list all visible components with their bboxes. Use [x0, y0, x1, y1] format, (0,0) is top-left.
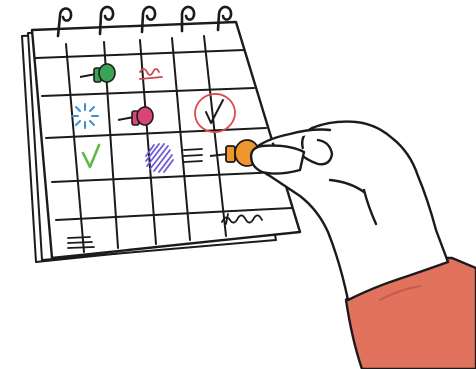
thumb	[251, 146, 304, 174]
